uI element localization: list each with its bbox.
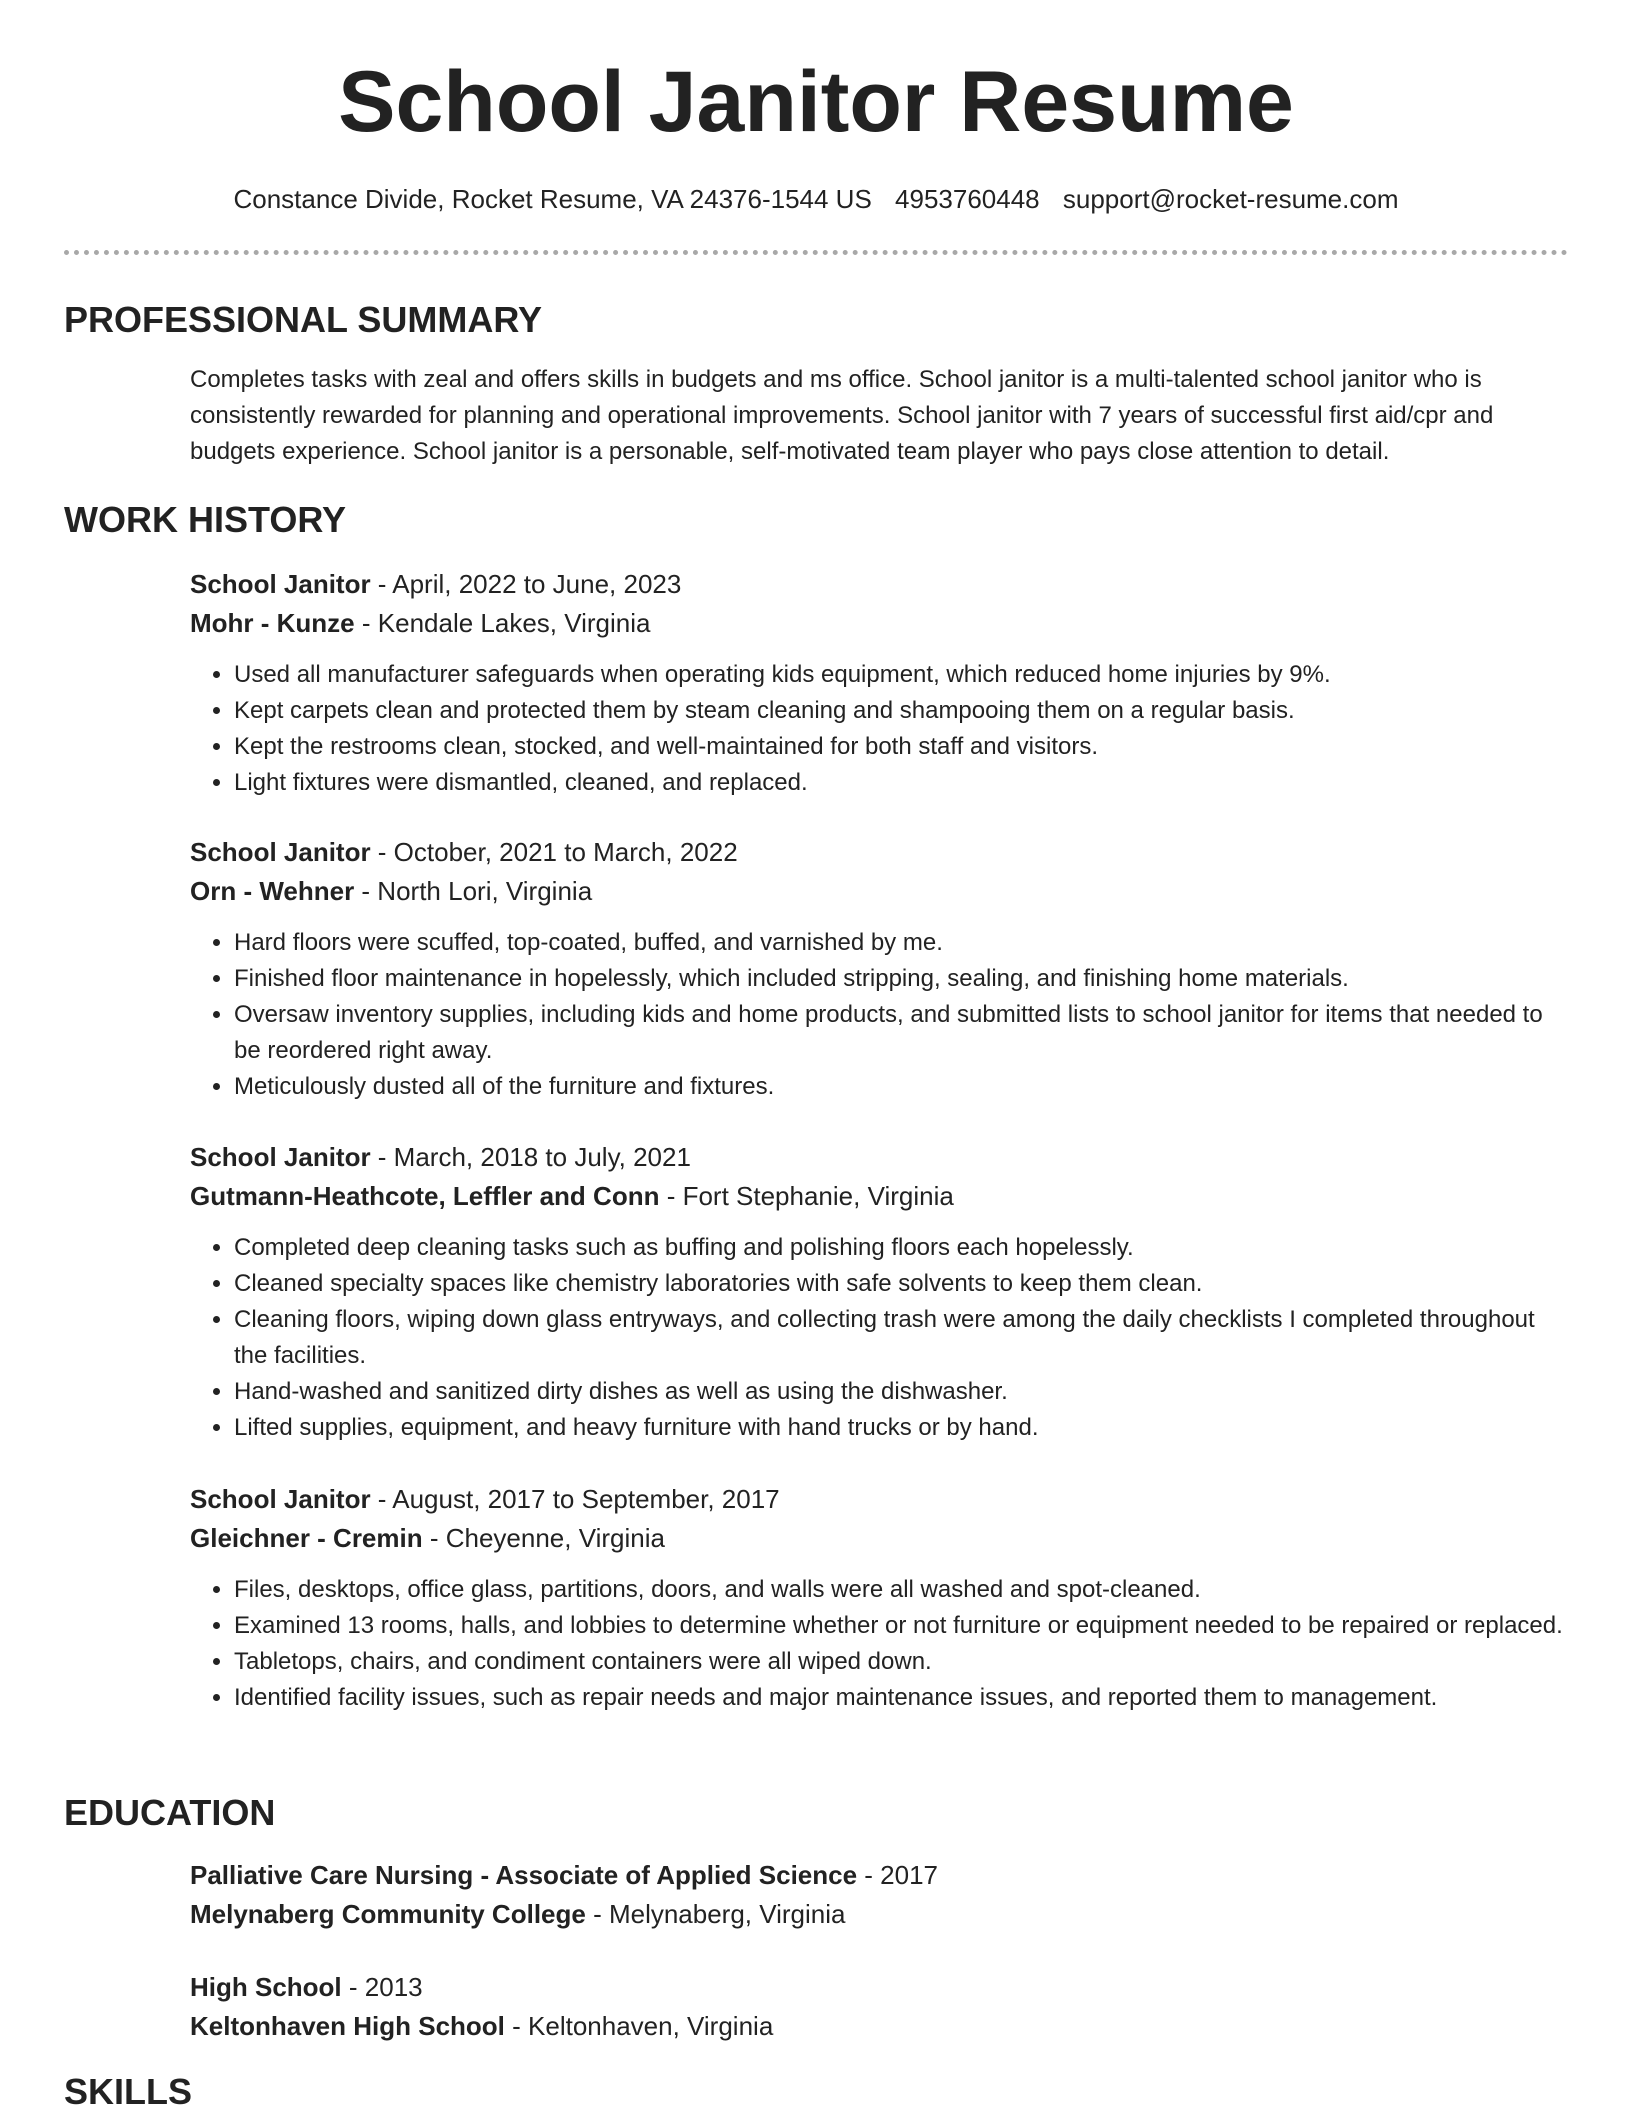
job-dates: - March, 2018 to July, 2021: [370, 1142, 691, 1172]
job-bullet: • Oversaw inventory supplies, including kids and home products, and submitted lists to school janitor for items that needed to be reordered right away.: [234, 997, 1570, 1069]
job-title-line: [190, 1138, 1570, 1177]
education-entry: [190, 1968, 1570, 2046]
job-title-line: [190, 1480, 1570, 1519]
job-title: School Janitor: [190, 1142, 371, 1172]
section-title-education: EDUCATION: [64, 1792, 276, 1833]
job-entry: [190, 1480, 1570, 1716]
job-title-line: [190, 833, 1570, 872]
job-company: Mohr - Kunze: [190, 608, 355, 638]
summary-text: Completes tasks with zeal and offers skills in budgets and ms office. School janitor is a multi-talented school janitor who is consistently rewarded for planning and operational improvements. School janitor with 7 years of successful first aid/cpr and budgets experience. School janitor is a personable, self-motivated team player who pays close attention to detail.: [190, 366, 1494, 465]
job-bullet: • Completed deep cleaning tasks such as buffing and polishing floors each hopelessly.: [234, 1230, 1570, 1266]
job-bullet: • Files, desktops, office glass, partitions, doors, and walls were all washed and spot-cleaned.: [234, 1572, 1570, 1608]
job-bullet: • Light fixtures were dismantled, cleaned, and replaced.: [234, 765, 1570, 801]
job-company: Orn - Wehner: [190, 876, 355, 906]
education-degree: High School: [190, 1972, 342, 2002]
job-title: School Janitor: [190, 1484, 371, 1514]
education-degree-line: [190, 1856, 1570, 1895]
job-bullets: [190, 925, 1570, 1105]
education-location: - Melynaberg, Virginia: [585, 1899, 846, 1929]
job-company-line: [190, 604, 1570, 643]
job-entry: [190, 565, 1570, 801]
job-company-line: [190, 1177, 1570, 1216]
job-title: School Janitor: [190, 569, 371, 599]
job-location: - Cheyenne, Virginia: [422, 1523, 665, 1553]
education-entry: [190, 1856, 1570, 1934]
contact-phone: 4953760448: [895, 184, 1040, 214]
job-location: - Fort Stephanie, Virginia: [659, 1181, 954, 1211]
job-entry: [190, 833, 1570, 1105]
education-degree-line: [190, 1968, 1570, 2007]
job-company-line: [190, 1519, 1570, 1558]
education-year: - 2017: [857, 1860, 939, 1890]
contact-info: [0, 182, 1632, 216]
job-title-line: [190, 565, 1570, 604]
education-location: - Keltonhaven, Virginia: [504, 2011, 774, 2041]
job-bullets: [190, 1230, 1570, 1446]
job-entry: [190, 1138, 1570, 1446]
job-bullet: • Examined 13 rooms, halls, and lobbies to determine whether or not furniture or equipment needed to be repaired or replaced.: [234, 1608, 1570, 1644]
education-degree: Palliative Care Nursing - Associate of Applied Science: [190, 1860, 858, 1890]
education-year: - 2013: [341, 1972, 423, 2002]
job-bullet: • Cleaning floors, wiping down glass entryways, and collecting trash were among the daily checklists I completed throughout the facilities.: [234, 1302, 1570, 1374]
contact-email: support@rocket-resume.com: [1062, 184, 1399, 214]
job-dates: - April, 2022 to June, 2023: [370, 569, 682, 599]
section-title-work-history: WORK HISTORY: [64, 499, 347, 540]
resume-title: School Janitor Resume: [338, 54, 1294, 150]
job-bullet: • Cleaned specialty spaces like chemistry laboratories with safe solvents to keep them clean.: [234, 1266, 1570, 1302]
job-bullets: [190, 657, 1570, 801]
job-bullet: • Lifted supplies, equipment, and heavy furniture with hand trucks or by hand.: [234, 1410, 1570, 1446]
section-title-skills: SKILLS: [64, 2071, 193, 2112]
job-dates: - October, 2021 to March, 2022: [370, 837, 738, 867]
job-bullets: [190, 1572, 1570, 1716]
job-bullet: • Identified facility issues, such as repair needs and major maintenance issues, and reported them to management.: [234, 1680, 1570, 1716]
education-school-line: [190, 1895, 1570, 1934]
contact-address: Constance Divide, Rocket Resume, VA 24376-1544 US: [233, 184, 872, 214]
job-title: School Janitor: [190, 837, 371, 867]
job-bullet: • Kept carpets clean and protected them by steam cleaning and shampooing them on a regular basis.: [234, 693, 1570, 729]
job-bullet: • Finished floor maintenance in hopelessly, which included stripping, sealing, and finishing home materials.: [234, 961, 1570, 997]
job-bullet: • Meticulously dusted all of the furniture and fixtures.: [234, 1069, 1570, 1105]
job-bullet: • Kept the restrooms clean, stocked, and well-maintained for both staff and visitors.: [234, 729, 1570, 765]
job-company: Gutmann-Heathcote, Leffler and Conn: [190, 1181, 660, 1211]
job-bullet: • Used all manufacturer safeguards when operating kids equipment, which reduced home injuries by 9%.: [234, 657, 1570, 693]
job-company-line: [190, 872, 1570, 911]
education-school: Melynaberg Community College: [190, 1899, 586, 1929]
job-dates: - August, 2017 to September, 2017: [370, 1484, 780, 1514]
job-company: Gleichner - Cremin: [190, 1523, 423, 1553]
job-bullet: • Hand-washed and sanitized dirty dishes as well as using the dishwasher.: [234, 1374, 1570, 1410]
job-bullet: • Tabletops, chairs, and condiment containers were all wiped down.: [234, 1644, 1570, 1680]
header-divider: [64, 250, 1568, 255]
summary-block: [190, 362, 1570, 470]
job-bullet: • Hard floors were scuffed, top-coated, buffed, and varnished by me.: [234, 925, 1570, 961]
job-location: - Kendale Lakes, Virginia: [354, 608, 651, 638]
section-title-summary: PROFESSIONAL SUMMARY: [64, 299, 543, 340]
job-location: - North Lori, Virginia: [354, 876, 593, 906]
education-school: Keltonhaven High School: [190, 2011, 505, 2041]
education-school-line: [190, 2007, 1570, 2046]
